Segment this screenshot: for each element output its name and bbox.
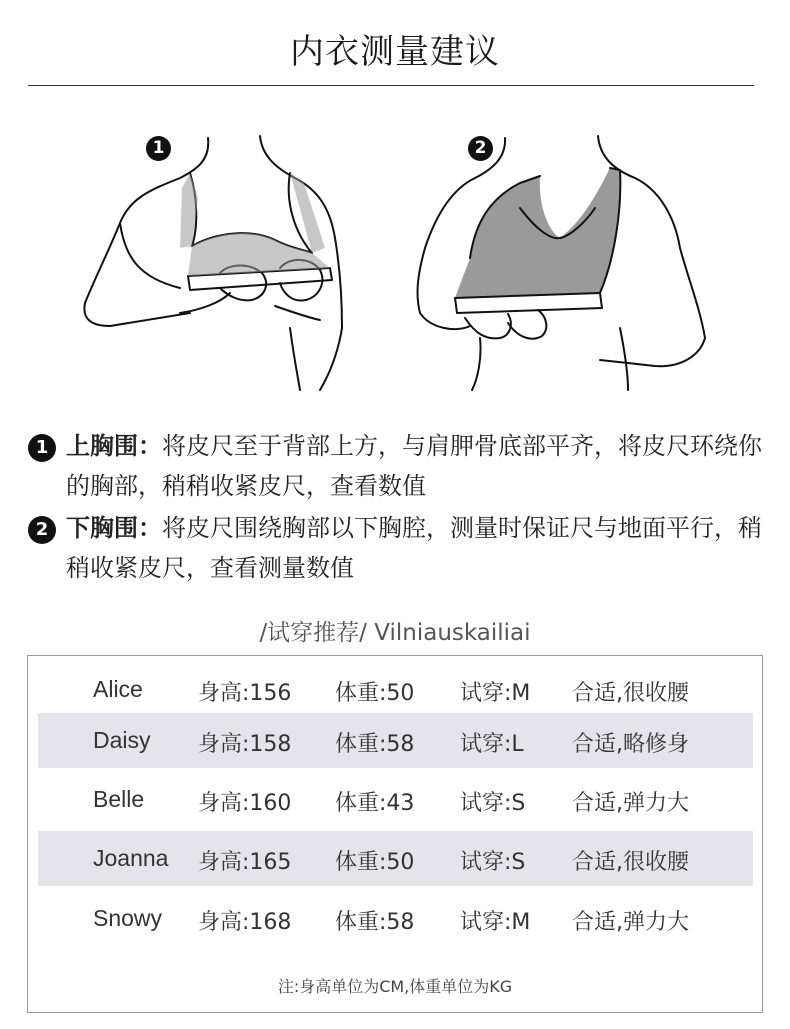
model-size: 试穿:M — [460, 910, 531, 935]
model-height: 身高:168 — [198, 910, 292, 935]
model-comment: 合适,很收腰 — [572, 681, 689, 706]
unit-note: 注:身高单位为CM,体重单位为KG — [277, 977, 513, 996]
instruction-number-badge: 1 — [28, 434, 56, 462]
measure-illustration-upper-bust — [80, 128, 360, 393]
table-row — [38, 662, 753, 717]
model-weight: 体重:50 — [335, 850, 415, 875]
model-height: 身高:165 — [198, 850, 292, 875]
model-size: 试穿:S — [460, 791, 526, 816]
try-on-heading: /试穿推荐/ Vilniauskailiai — [259, 620, 531, 646]
model-comment: 合适,弹力大 — [572, 910, 689, 935]
model-size: 试穿:L — [460, 732, 524, 757]
instruction-number-badge: 2 — [28, 516, 56, 544]
model-name: Joanna — [93, 845, 169, 871]
instruction-text: 将皮尺围绕胸部以下胸腔，测量时保证尺与地面平行，稍稍收紧皮尺，查看测量数值 — [66, 514, 762, 582]
model-weight: 体重:50 — [335, 681, 415, 706]
model-comment: 合适,略修身 — [572, 732, 689, 757]
table-row — [38, 772, 753, 827]
upper-bust-drawing — [80, 128, 360, 393]
model-height: 身高:158 — [198, 732, 292, 757]
model-height: 身高:160 — [198, 791, 292, 816]
under-bust-drawing — [410, 128, 715, 393]
model-weight: 体重:58 — [335, 910, 415, 935]
model-name: Daisy — [93, 727, 151, 753]
model-comment: 合适,很收腰 — [572, 850, 689, 875]
try-on-table — [27, 655, 763, 1013]
model-height: 身高:156 — [198, 681, 292, 706]
model-weight: 体重:43 — [335, 791, 415, 816]
title-divider — [28, 85, 754, 86]
instruction-label: 上胸围： — [66, 432, 162, 460]
model-size: 试穿:S — [460, 850, 526, 875]
model-name: Belle — [93, 786, 145, 812]
table-row — [38, 891, 753, 946]
model-weight: 体重:58 — [335, 732, 415, 757]
page-title: 内衣测量建议 — [290, 32, 500, 72]
instruction-label: 下胸围： — [66, 514, 162, 542]
model-name: Snowy — [93, 905, 163, 931]
table-row — [38, 713, 753, 768]
model-comment: 合适,弹力大 — [572, 791, 689, 816]
figure-number-badge: 1 — [146, 136, 171, 161]
model-size: 试穿:M — [460, 681, 531, 706]
table-row — [38, 831, 753, 886]
figure-number-badge: 2 — [468, 136, 493, 161]
instruction-body — [66, 426, 766, 506]
instruction-body — [66, 508, 766, 588]
model-name: Alice — [93, 676, 143, 702]
measure-illustration-under-bust — [410, 128, 715, 393]
instruction-text: 将皮尺至于背部上方，与肩胛骨底部平齐，将皮尺环绕你的胸部，稍稍收紧皮尺，查看数值 — [66, 432, 762, 500]
